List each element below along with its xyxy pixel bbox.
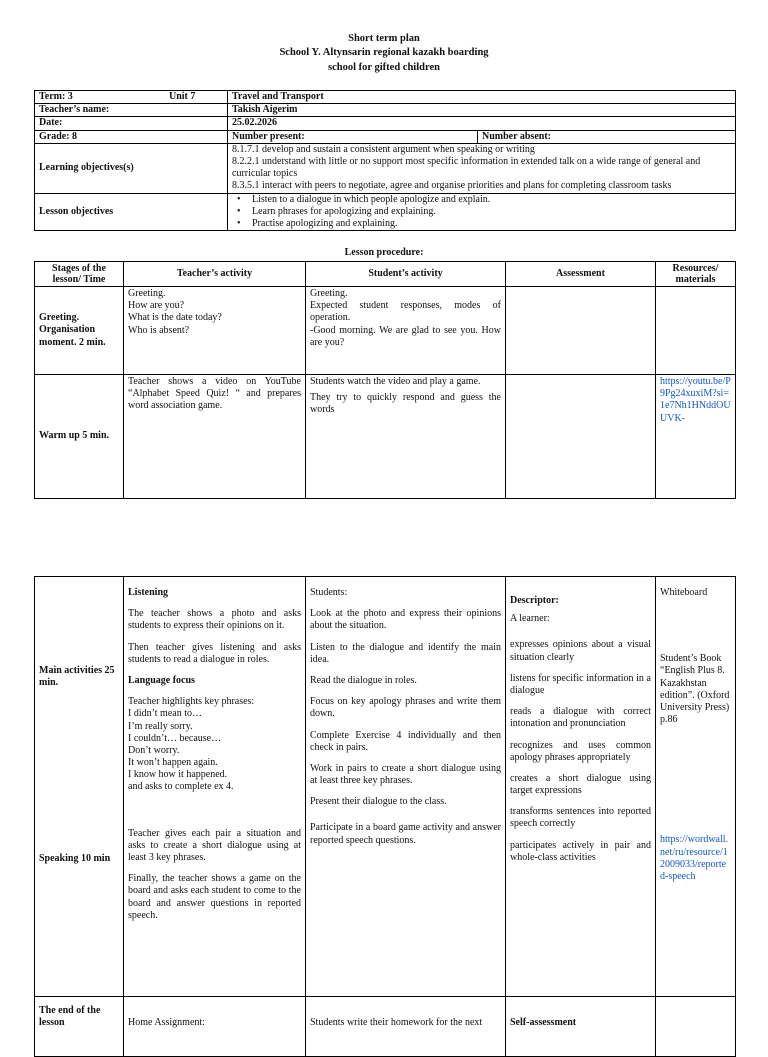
- main-teacher: [124, 577, 306, 997]
- end-student: [306, 997, 506, 1057]
- student-task: Focus on key apology phrases and write them down.: [310, 696, 501, 720]
- language-focus-heading: Language focus: [128, 674, 195, 686]
- teacher-listening-task: Then teacher gives listening and asks students to read a dialogue in roles.: [128, 641, 301, 665]
- complete-ex-line: and asks to complete ex 4.: [128, 781, 234, 793]
- date-label: Date:: [35, 117, 228, 130]
- key-phrase: I know how it happened.: [128, 769, 228, 781]
- end-resources: [656, 997, 736, 1057]
- wordwall-link[interactable]: https://wordwall.net/ru/resource/12009033/reported-speech: [660, 834, 729, 882]
- learning-objectives: [228, 143, 736, 193]
- main-activities-table: [34, 576, 736, 1057]
- descriptor-item: reads a dialogue with correct intonation and pronunciation: [510, 706, 651, 730]
- descriptor-item: expresses opinions about a visual situation clearly: [510, 639, 651, 663]
- greeting-student-line: Greeting.: [310, 288, 348, 299]
- key-phrase: I didn’t mean to…: [128, 708, 202, 720]
- term-label: Term: 3: [39, 91, 73, 102]
- greeting-student-line: Expected student responses, modes of operation.: [310, 300, 501, 324]
- learning-objective-item: 8.1.7.1 develop and sustain a consistent argument when speaking or writing: [232, 143, 535, 155]
- learning-objective-item: 8.2.2.1 understand with little or no support most specific information in extended talk on a wide range of general and curricular topics: [232, 155, 701, 180]
- greeting-resources: [656, 287, 736, 375]
- greeting-student-line: -Good morning. We are glad to see you. How are you?: [310, 324, 501, 348]
- warmup-resources: [656, 375, 736, 499]
- doc-title: Short term plan: [348, 33, 420, 44]
- descriptor-item: transforms sentences into reported speech correctly: [510, 806, 651, 830]
- self-assessment-label: Self-assessment: [510, 1017, 577, 1028]
- school-name-line2: school for gifted children: [328, 62, 440, 73]
- greeting-teacher-line: Who is absent?: [128, 324, 190, 336]
- lesson-objective-item: • Practise apologizing and explaining.: [252, 218, 731, 230]
- student-task: Read the dialogue in roles.: [310, 674, 417, 686]
- student-task: Look at the photo and express their opinions about the situation.: [310, 608, 501, 632]
- stage-end: The end of the lesson: [35, 997, 124, 1057]
- lesson-procedure-title: Lesson procedure:: [344, 247, 424, 258]
- descriptor-item: listens for specific information in a dialogue: [510, 672, 651, 696]
- stage-greeting: Greeting. Organisation moment. 2 min.: [35, 287, 124, 375]
- header-assessment: Assessment: [506, 262, 656, 287]
- warmup-student-line: Students watch the video and play a game.: [310, 376, 481, 387]
- unit-title: Travel and Transport: [228, 91, 736, 104]
- highlight-line: Teacher highlights key phrases:: [128, 696, 255, 708]
- teacher-speaking-task: Teacher gives each pair a situation and asks to create a short dialogue using at least 3 key phrases.: [128, 827, 301, 863]
- header-student: Student’s activity: [306, 262, 506, 287]
- header-stage: Stages of the lesson/ Time: [35, 262, 124, 287]
- descriptor-item: participates actively in pair and whole-class activities: [510, 839, 651, 863]
- lesson-objectives: [228, 193, 736, 231]
- student-task: Listen to the dialogue and identify the main idea.: [310, 641, 501, 665]
- teacher-photo-task: The teacher shows a photo and asks students to express their opinions on it.: [128, 608, 301, 632]
- student-task: Present their dialogue to the class.: [310, 796, 447, 808]
- greeting-teacher: [124, 287, 306, 375]
- unit-label: Unit 7: [169, 91, 196, 102]
- term-cell: [35, 91, 228, 104]
- home-assignment-label: Home Assignment:: [128, 1017, 205, 1028]
- main-resources: [656, 577, 736, 997]
- key-phrase: I couldn’t… because…: [128, 732, 222, 744]
- listening-heading: Listening: [128, 587, 169, 598]
- warmup-assessment: [506, 375, 656, 499]
- lesson-objective-item: • Learn phrases for apologizing and explaining.: [252, 206, 731, 218]
- teacher-name-label: Teacher’s name:: [35, 104, 228, 117]
- descriptor-heading: Descriptor:: [510, 595, 559, 606]
- school-name-line1: School Y. Altynsarin regional kazakh boarding: [279, 47, 489, 58]
- number-present: Number present:: [228, 130, 478, 143]
- greeting-assessment: [506, 287, 656, 375]
- students-book-resource: Student’s Book “English Plus 8. Kazakhstan edition”. (Oxford University Press) p.86: [660, 653, 730, 726]
- main-student: [306, 577, 506, 997]
- greeting-student: [306, 287, 506, 375]
- number-absent: Number absent:: [478, 130, 736, 143]
- warmup-teacher: Teacher shows a video on YouTube “Alphabet Speed Quiz! “ and prepares word association game.: [124, 375, 306, 499]
- stage-main: Main activities 25 min.: [39, 665, 115, 689]
- lesson-objectives-label: Lesson objectives: [35, 193, 228, 231]
- header-resources: Resources/ materials: [656, 262, 736, 287]
- learning-objective-item: 8.3.5.1 interact with peers to negotiate, agree and organise priorities and plans for completing classroom tasks: [232, 180, 672, 192]
- whiteboard-resource: Whiteboard: [660, 587, 708, 598]
- stage-speaking: Speaking 10 min: [39, 853, 111, 864]
- descriptor-item: recognizes and uses common apology phrases appropriately: [510, 739, 651, 763]
- stage-column: [35, 577, 124, 997]
- warmup-student-line: They try to quickly respond and guess the words: [310, 392, 501, 416]
- learner-line: A learner:: [510, 613, 550, 625]
- student-task: Complete Exercise 4 individually and then check in pairs.: [310, 729, 501, 753]
- stage-warmup: Warm up 5 min.: [35, 375, 124, 499]
- end-teacher: [124, 997, 306, 1057]
- grade-label: Grade: 8: [35, 130, 228, 143]
- key-phrase: It won’t happen again.: [128, 757, 218, 769]
- date-value: 25.02.2026: [228, 117, 736, 130]
- procedure-table: [34, 261, 736, 499]
- youtube-link[interactable]: https://youtu.be/P9Pg24xuxiM?si=1e7Nh1HNddOUUVK-: [660, 376, 731, 424]
- greeting-teacher-line: Greeting.: [128, 288, 166, 299]
- student-task: Participate in a board game activity and answer reported speech questions.: [310, 822, 501, 846]
- lesson-objective-item: • Listen to a dialogue in which people apologize and explain.: [252, 194, 731, 206]
- teacher-game-task: Finally, the teacher shows a game on the board and asks each student to come to the board and answer questions in reported speech.: [128, 873, 301, 921]
- student-task: Work in pairs to create a short dialogue using at least three key phrases.: [310, 762, 501, 787]
- info-table: [34, 90, 736, 231]
- warmup-student: [306, 375, 506, 499]
- students-heading: Students:: [310, 587, 348, 598]
- end-student-task: Students write their homework for the next: [310, 1017, 483, 1028]
- key-phrase: I’m really sorry.: [128, 720, 193, 732]
- descriptor-item: creates a short dialogue using target expressions: [510, 772, 651, 797]
- greeting-teacher-line: What is the date today?: [128, 312, 222, 324]
- main-assessment: [506, 577, 656, 997]
- learning-objectives-label: Learning objectives(s): [35, 143, 228, 193]
- greeting-teacher-line: How are you?: [128, 300, 185, 312]
- teacher-name-value: Takish Aigerim: [228, 104, 736, 117]
- header-teacher: Teacher’s activity: [124, 262, 306, 287]
- key-phrase: Don’t worry.: [128, 744, 180, 756]
- end-assessment: [506, 997, 656, 1057]
